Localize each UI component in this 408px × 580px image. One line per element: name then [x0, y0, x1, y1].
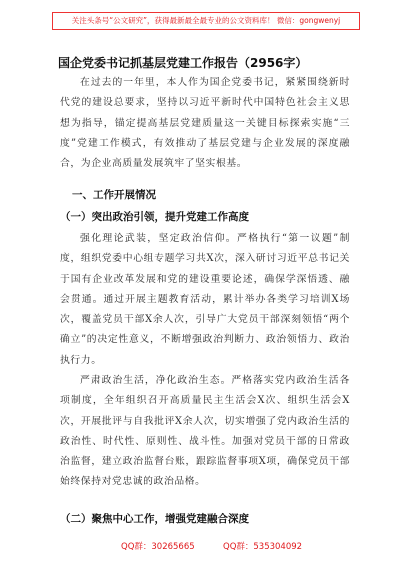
footer-qq-group-2: QQ群：535304092: [223, 542, 303, 552]
footer-qq-group-1: QQ群：30265665: [121, 542, 195, 552]
section-heading-1: 一、工作开展情况: [72, 189, 156, 201]
subsection-heading-1: （一）突出政治引领，提升党建工作高度: [60, 211, 249, 223]
subsection-heading-2: （二）聚焦中心工作，增强党建融合深度: [60, 513, 249, 525]
intro-paragraph: 在过去的一年里，本人作为国企党委书记，紧紧围绕新时代党的建设总要求，坚持以习近平新时代中国特色社会主义思想为指导，锚定提高基层党建质量这一关键目标探索实施“三度”党建工作模式，有效推动了基层党建与企业发展的深度融合，为企业高质量发展筑牢了坚实根基。: [60, 77, 350, 170]
body-paragraph-2: 严肃政治生活，净化政治生态。严格落实党内政治生活各项制度，全年组织召开高质量民主生活会X次、组织生活会X次，开展批评与自我批评X余人次，切实增强了党内政治生活的政治性、时代性、原则性、战斗性。加强对党员干部的日常政治监督，建立政治监督台账，跟踪监督事项X项，确保党员干部始终保持对党忠诚的政治品格。: [60, 375, 350, 488]
body-paragraph-1: 强化理论武装，坚定政治信仰。严格执行“第一议题”制度，组织党委中心组专题学习共X次，深入研讨习近平总书记关于国有企业改革发展和党的建设重要论述，确保学深悟透、融会贯通。通过开展主题教育活动，累计举办各类学习培训X场次，覆盖党员干部X余人次，引导广大党员干部深刻领悟“两个确立”的决定性意义，不断增强政治判断力、政治领悟力、政治执行力。: [60, 233, 350, 366]
document-title: 国企党委书记抓基层党建工作报告（2956字）: [58, 56, 308, 70]
header-banner: 关注头条号“公文研究”，获得最新最全最专业的公文资料库！ 微信：gongwenyj: [52, 12, 360, 30]
